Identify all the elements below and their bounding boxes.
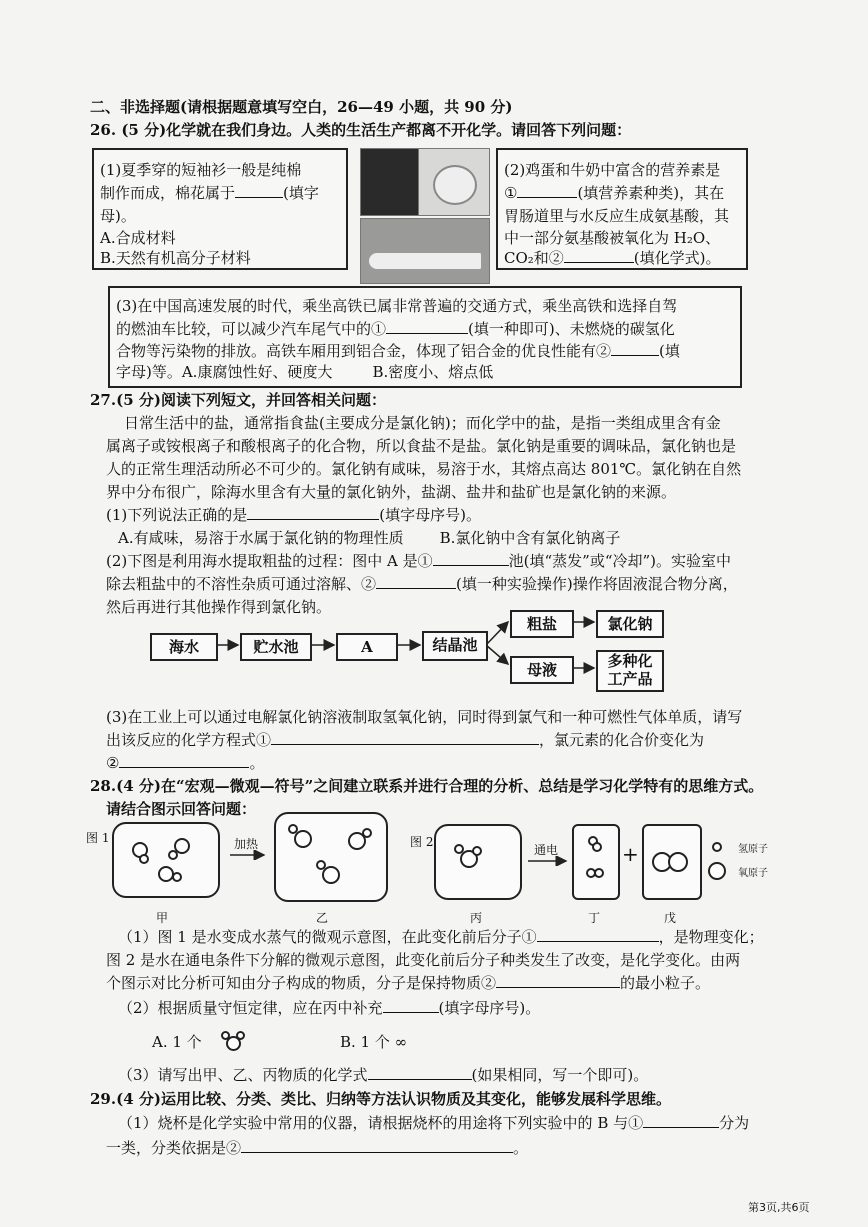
flow-pool-a: A — [336, 633, 398, 661]
q27-paragraph-line: 界中分布很广，除海水里含有大量的氯化钠外，盐湖、盐井和盐矿也是氯化钠的来源。 — [106, 483, 677, 501]
container-bing — [434, 824, 522, 900]
page-footer: 第3页,共6页 — [748, 1201, 810, 1214]
label-bing: 丙 — [470, 911, 483, 925]
flow-crystallization-pool: 结晶池 — [422, 631, 488, 661]
option-a: A. 1 个 — [152, 1033, 202, 1051]
label-wu: 戊 — [664, 911, 677, 925]
answer-blank[interactable] — [271, 728, 539, 745]
q27-paragraph-line: 属离子或铵根离子和酸根离子的化合物，所以食盐不是盐。氯化钠是重要的调味品，氯化钠也是 — [106, 437, 737, 455]
label-jia: 甲 — [156, 911, 169, 925]
answer-blank[interactable] — [247, 503, 379, 520]
q26-box1: (1)夏季穿的短袖衫一般是纯棉 制作而成，棉花属于 (填字 母)。 A.合成材料 B.天然有机高分子材料 — [92, 148, 348, 270]
answer-blank[interactable] — [368, 1063, 472, 1080]
answer-blank[interactable] — [611, 339, 659, 356]
container-yi — [274, 812, 388, 902]
answer-blank[interactable] — [496, 971, 620, 988]
label-yi: 乙 — [316, 911, 329, 925]
q28-heading: 28.(4 分)在“宏观—微观—符号”之间建立联系并进行合理的分析、总结是学习化学特有的思维方式。 — [90, 777, 764, 795]
flow-mother-liquor: 母液 — [510, 656, 574, 684]
answer-blank[interactable] — [383, 996, 439, 1013]
tshirt-image — [360, 148, 420, 216]
flow-crude-salt: 粗盐 — [510, 610, 574, 638]
egg-milk-image — [418, 148, 490, 216]
answer-blank[interactable] — [433, 549, 509, 566]
q27-paragraph-line: 人的正常生理活动所必不可少的。氯化钠有咸味，易溶于水，其熔点高达 801℃。氯化钠在自然 — [106, 460, 742, 478]
q26-box3: (3)在中国高速发展的时代，乘坐高铁已属非常普遍的交通方式，乘坐高铁和选择自驾 的燃油车比较，可以减少汽车尾气中的① (填一种即可)、未燃烧的碳氢化 合物等污染物的排放。高铁车厢用到铝合金，体现了铝合金的优良性能有② (填 字母)等。A.康腐蚀性好、硬度大 B.密度小、熔点低 — [108, 286, 742, 388]
container-ding — [572, 824, 620, 900]
oxygen-atom-icon — [708, 862, 726, 880]
q26-box2: (2)鸡蛋和牛奶中富含的营养素是 ① (填营养素种类)，其在 胃肠道里与水反应生成氨基酸，其 中一部分氨基酸被氧化为 H₂O、 CO₂和② (填化学式)。 — [496, 148, 748, 270]
q26-heading: 26. (5 分)化学就在我们身边。人类的生活生产都离不开化学。请回答下列问题： — [90, 121, 632, 139]
answer-blank[interactable] — [537, 925, 659, 942]
container-wu — [642, 824, 702, 900]
option-b: B. 1 个 ∞ — [340, 1033, 408, 1051]
answer-blank[interactable] — [376, 572, 456, 589]
hydrogen-atom-icon — [712, 842, 722, 852]
answer-blank[interactable] — [119, 751, 249, 768]
section-title: 二、非选择题(请根据题意填写空白，26—49 小题，共 90 分) — [90, 98, 513, 116]
answer-blank[interactable] — [241, 1136, 513, 1153]
q27-heading: 27.(5 分)阅读下列短文，并回答相关问题： — [90, 391, 386, 409]
answer-blank[interactable] — [235, 181, 283, 198]
answer-blank[interactable] — [386, 317, 468, 334]
answer-blank[interactable] — [517, 181, 577, 198]
arrow — [526, 856, 570, 866]
flow-chemical-products: 多种化 工产品 — [596, 650, 664, 692]
arrow — [228, 850, 268, 860]
answer-blank[interactable] — [564, 246, 634, 263]
flow-sodium-chloride: 氯化钠 — [596, 610, 664, 638]
high-speed-train-image — [360, 218, 490, 284]
q27-paragraph-line: 日常生活中的盐，通常指食盐(主要成分是氯化钠)；而化学中的盐，是指一类组成里含有金 — [124, 414, 721, 432]
container-jia — [112, 822, 220, 898]
flow-seawater: 海水 — [150, 633, 218, 661]
label-ding: 丁 — [588, 911, 601, 925]
answer-blank[interactable] — [643, 1111, 719, 1128]
q29-heading: 29.(4 分)运用比较、分类、类比、归纳等方法认识物质及其变化，能够发展科学思维。 — [90, 1090, 671, 1108]
q28-heading-2: 请结合图示回答问题： — [106, 800, 257, 818]
flow-reservoir: 贮水池 — [240, 633, 312, 661]
